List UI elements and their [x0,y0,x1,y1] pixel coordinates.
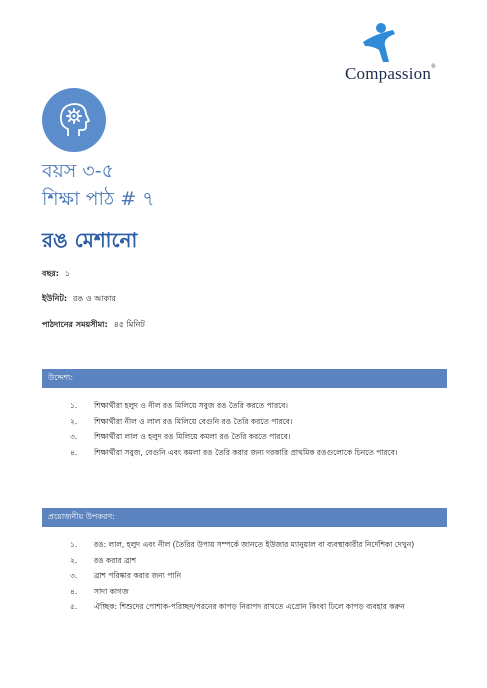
head-gear-svg [54,100,94,140]
item-number: ৩. [70,571,78,580]
list-item [70,602,450,618]
item-number: ৩. [70,432,78,441]
item-number: ২. [70,416,78,426]
meta-time-value: ৪৫ মিনিট [113,320,145,329]
item-number: ২. [70,555,78,565]
item-text: শিক্ষার্থীরা হলুদ ও নীল রঙ মিলিয়ে সবুজ রঙ তৈরি করতে পারবে। [94,401,288,410]
item-text: ব্রাশ পরিষ্কার করার জন্য পানি [94,571,182,580]
meta-year-value: ১ [64,269,71,278]
list-item [70,401,450,417]
head-gear-icon [42,88,106,152]
objectives-heading: উদ্দেশ্য: [42,369,447,388]
item-number: ৪. [70,586,78,596]
materials-list [70,540,450,618]
meta-time [42,319,145,332]
compassion-logo [345,20,445,90]
item-number: ১. [70,540,78,549]
item-number: ৫. [70,602,78,611]
item-text: শিক্ষার্থীরা নীল ও লাল রঙ মিলিয়ে বেগুনি রঙ তৈরি করতে পারবে। [94,416,293,426]
item-number: ১. [70,401,78,410]
objectives-list [70,401,450,463]
meta-year [42,268,70,281]
item-number: ৪. [70,447,78,457]
lesson-number: শিক্ষা পাঠ # ৭ [42,188,155,210]
age-range: বয়স ৩-৫ [42,160,114,182]
list-item [70,432,450,448]
compassion-figure-icon [359,20,403,64]
item-text: রঙ: লাল, হলুদ এবং নীল (তৈরির উপায় সম্পর্কে জানতে ইউজার ম্যানুয়াল বা ব্যবস্থাকারীর নির্দেশিকা দেখুন) [94,540,415,549]
list-item [70,556,450,572]
page-title: রঙ মেশানো [42,228,138,252]
list-item [70,571,450,587]
item-text: ঐচ্ছিক: শিশুদের পোশাক-পরিচ্ছদ/পরনের কাপড় নিরাপদ রাখতে এপ্রোন কিংবা ঢিলে কাপড় ব্যবহার করুন [94,602,405,611]
item-text: শিক্ষার্থীরা লাল ও হলুদ রঙ মিলিয়ে কমলা রঙ তৈরি করতে পারবে। [94,432,291,441]
item-text: শিক্ষার্থীরা সবুজ, বেগুনি এবং কমলা রঙ তৈরি করার জন্য দরকারি প্রাথমিক রঙগুলোকে চিনতে পারবে। [94,447,398,457]
meta-unit-label: ইউনিট: [42,294,68,303]
logo-wordmark: Compassion® [345,64,436,83]
list-item [70,587,450,603]
meta-time-label: পাঠদানের সময়সীমা: [42,320,108,329]
item-text: সাদা কাগজ [94,586,129,596]
list-item [70,448,450,464]
meta-unit [42,293,116,306]
meta-unit-value: রঙ ও আকার [73,294,116,303]
materials-heading: প্রয়োজনীয় উপকরণ: [42,508,447,527]
item-text: রঙ করার ব্রাশ [94,555,137,565]
list-item [70,417,450,433]
meta-year-label: বছর: [42,269,59,278]
list-item [70,540,450,556]
